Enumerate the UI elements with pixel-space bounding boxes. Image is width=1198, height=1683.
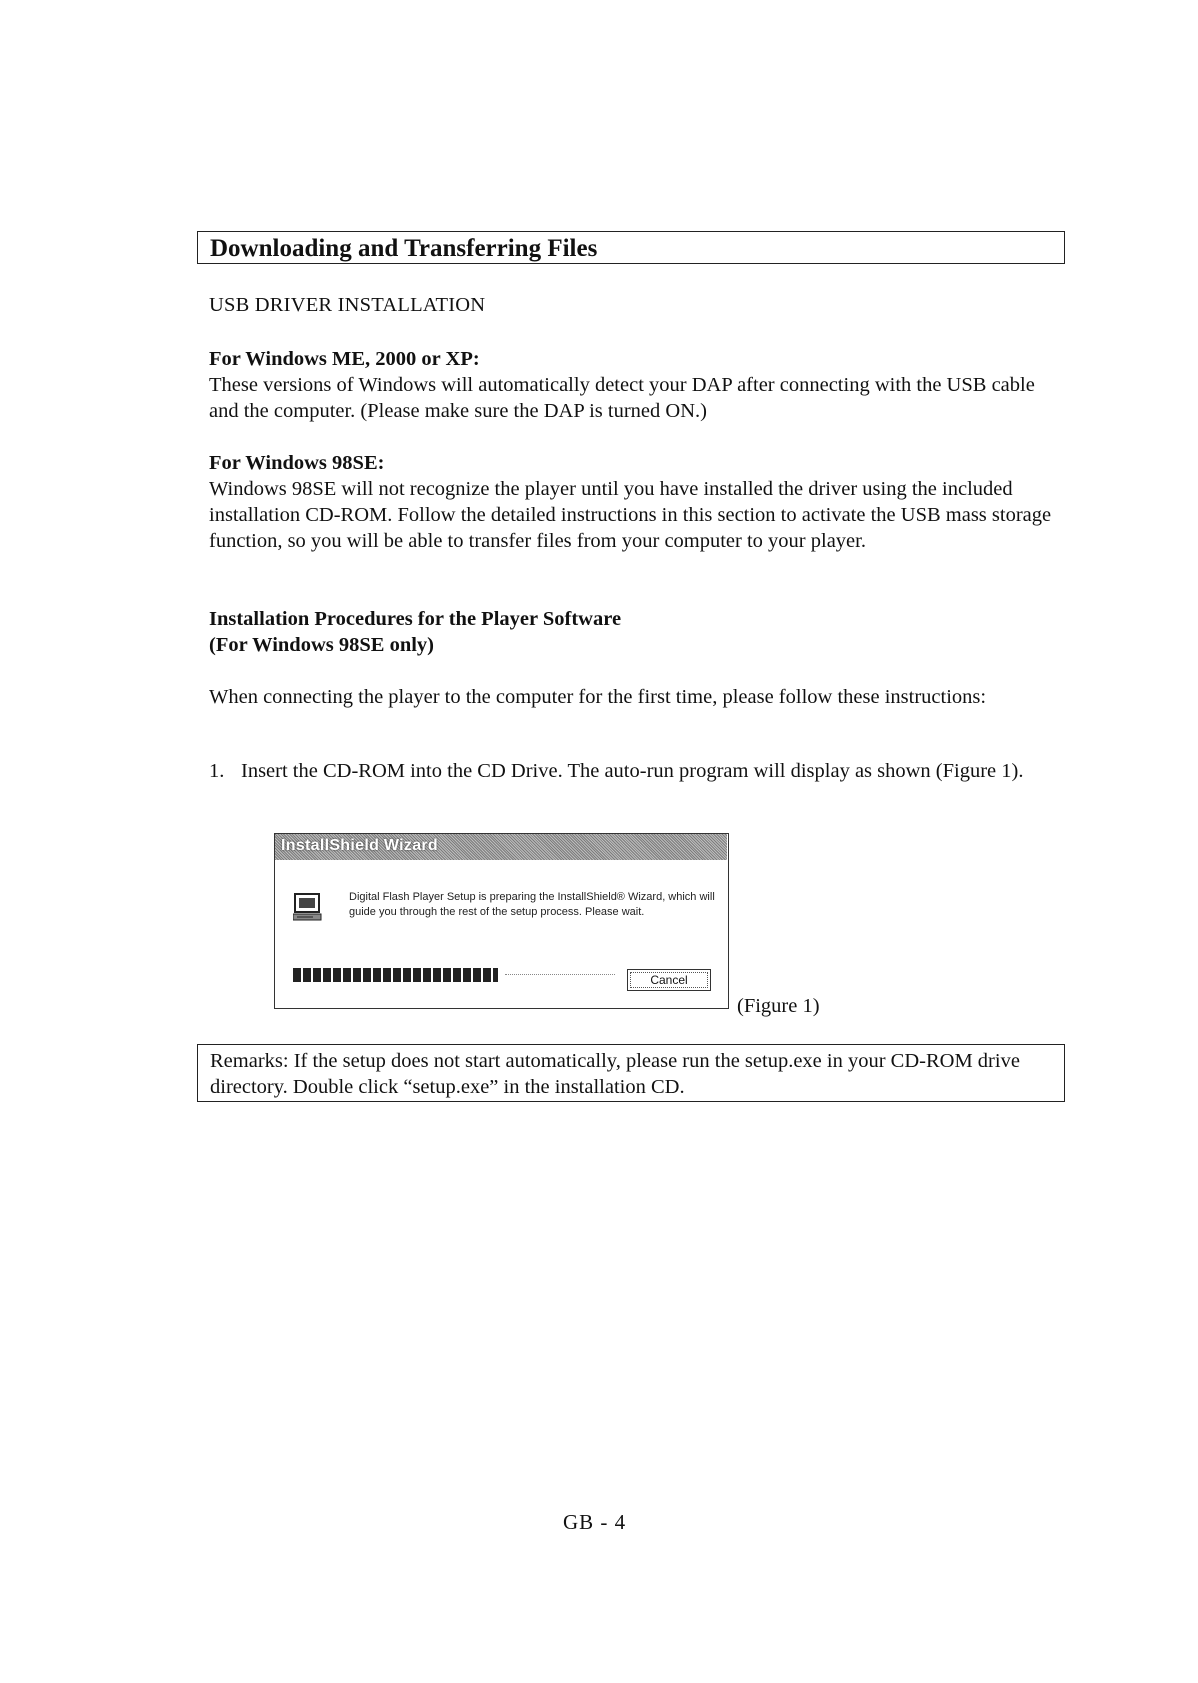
figure-caption: (Figure 1) xyxy=(737,995,820,1017)
progress-track xyxy=(505,974,615,975)
procedures-section xyxy=(209,606,1069,658)
progress-fill xyxy=(293,968,498,982)
installshield-dialog xyxy=(274,833,729,1009)
windows-98-section xyxy=(209,450,1069,554)
dialog-title: InstallShield Wizard xyxy=(281,837,438,854)
step-number: 1. xyxy=(209,760,225,782)
page-number: GB - 4 xyxy=(563,1510,627,1534)
procedures-heading-line2: (For Windows 98SE only) xyxy=(209,634,434,656)
windows-98-heading: For Windows 98SE: xyxy=(209,452,385,474)
procedures-heading-line1: Installation Procedures for the Player Software xyxy=(209,608,622,630)
step-text: Insert the CD-ROM into the CD Drive. The auto-run program will display as shown (Figure 1). xyxy=(241,760,1024,782)
cancel-button[interactable]: Cancel xyxy=(627,969,711,991)
usb-driver-heading: USB DRIVER INSTALLATION xyxy=(209,294,486,316)
section-title: Downloading and Transferring Files xyxy=(210,235,598,262)
windows-me-text: These versions of Windows will automatically detect your DAP after connecting with the USB cable and the computer. (Please make sure the DAP is turned ON.) xyxy=(209,374,1035,422)
procedures-intro: When connecting the player to the computer for the first time, please follow these instructions: xyxy=(209,686,987,708)
windows-me-section xyxy=(209,346,1069,424)
installer-icon xyxy=(293,890,323,922)
dialog-titlebar[interactable] xyxy=(275,834,727,860)
remarks-text: Remarks: If the setup does not start automatically, please run the setup.exe in your CD-ROM drive directory. Double click “setup.exe” in the installation CD. xyxy=(210,1050,1020,1098)
dialog-message: Digital Flash Player Setup is preparing the InstallShield® Wizard, which will guide you through the rest of the setup process. Please wait. xyxy=(349,891,715,918)
progress-bar xyxy=(293,968,503,982)
section-header-box xyxy=(197,231,1065,264)
windows-98-text: Windows 98SE will not recognize the player until you have installed the driver using the included installation CD-ROM. Follow the detailed instructions in this section to activate the USB mass storage function, so you will be able to transfer files from your computer to your player. xyxy=(209,478,1052,552)
remarks-box xyxy=(197,1044,1065,1102)
windows-me-heading: For Windows ME, 2000 or XP: xyxy=(209,348,480,370)
